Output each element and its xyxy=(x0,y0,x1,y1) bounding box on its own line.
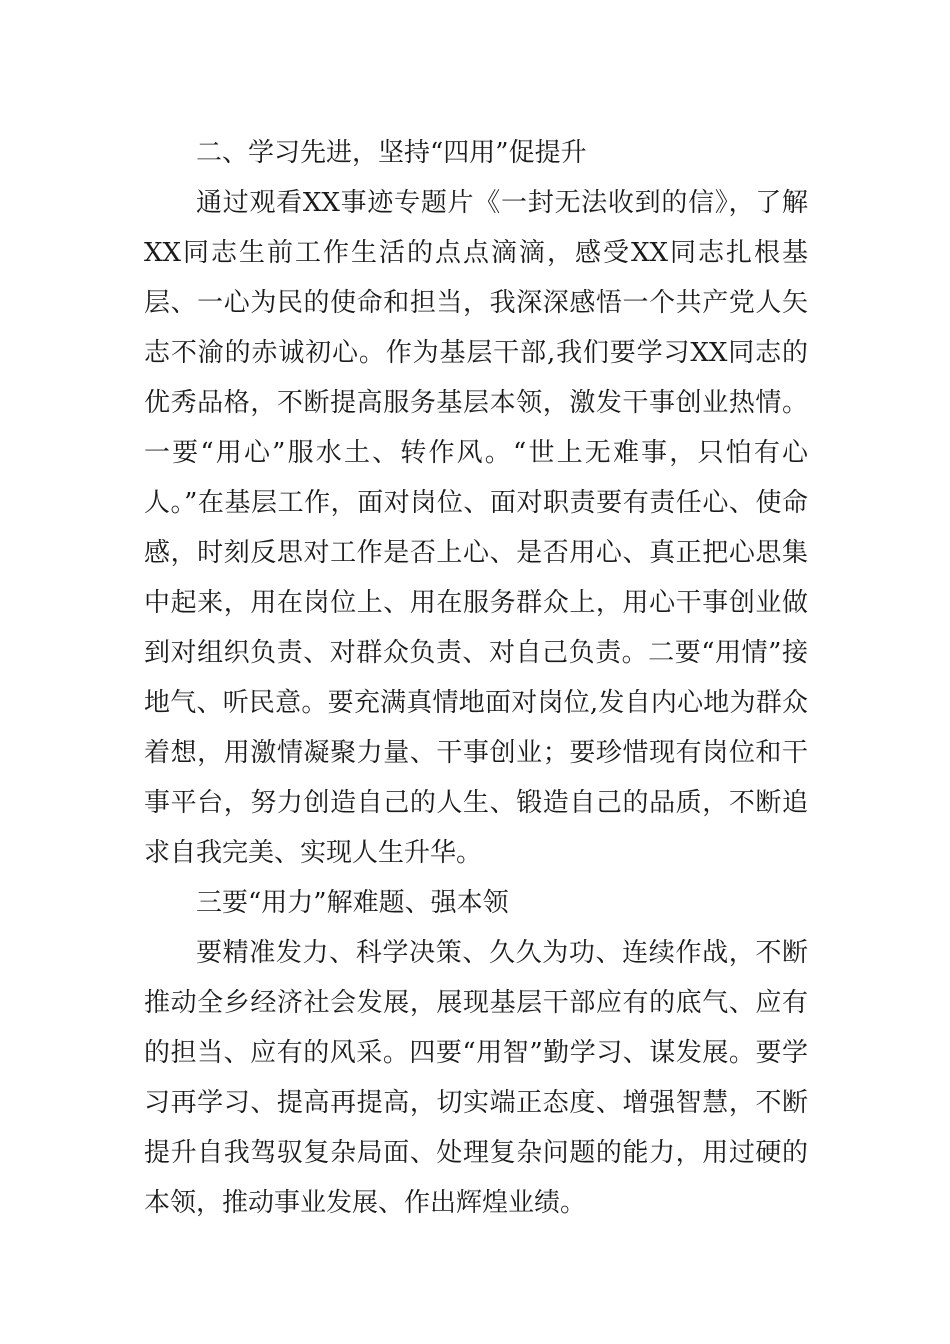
section-heading: 二、学习先进，坚持“四用”促提升 xyxy=(196,138,587,168)
paragraph: 要精准发力、科学决策、久久为功、连续作战，不断推动全乡经济社会发展，展现基层干部应有的底气、应有的担当、应有的风采。四要“用智”勤学习、谋发展。要学习再学习、提高再提高，切实端正态度、增强智慧，不断提升自我驾驭复杂局面、处理复杂问题的能力，用过硬的本领，推动事业发展、作出辉煌业绩。 xyxy=(144,938,808,1218)
paragraph: 通过观看XX事迹专题片《一封无法收到的信》，了解XX同志生前工作生活的点点滴滴，感受XX同志扎根基层、一心为民的使命和担当，我深深感悟一个共产党人矢志不渝的赤诚初心。作为基层干部,我们要学习XX同志的优秀品格，不断提高服务基层本领，激发干事创业热情。一要“用心”服水土、转作风。“世上无难事，只怕有心人。”在基层工作，面对岗位、面对职责要有责任心、使命感，时刻反思对工作是否上心、是否用心、真正把心思集中起来，用在岗位上、用在服务群众上，用心干事创业做到对组织负责、对群众负责、对自己负责。二要“用情”接地气、听民意。要充满真情地面对岗位,发自内心地为群众着想，用激情凝聚力量、干事创业；要珍惜现有岗位和干事平台，努力创造自己的人生、锻造自己的品质，不断追求自我完美、实现人生升华。 xyxy=(144,188,808,868)
section-heading: 三要“用力”解难题、强本领 xyxy=(196,888,509,918)
document-body xyxy=(144,128,808,1228)
